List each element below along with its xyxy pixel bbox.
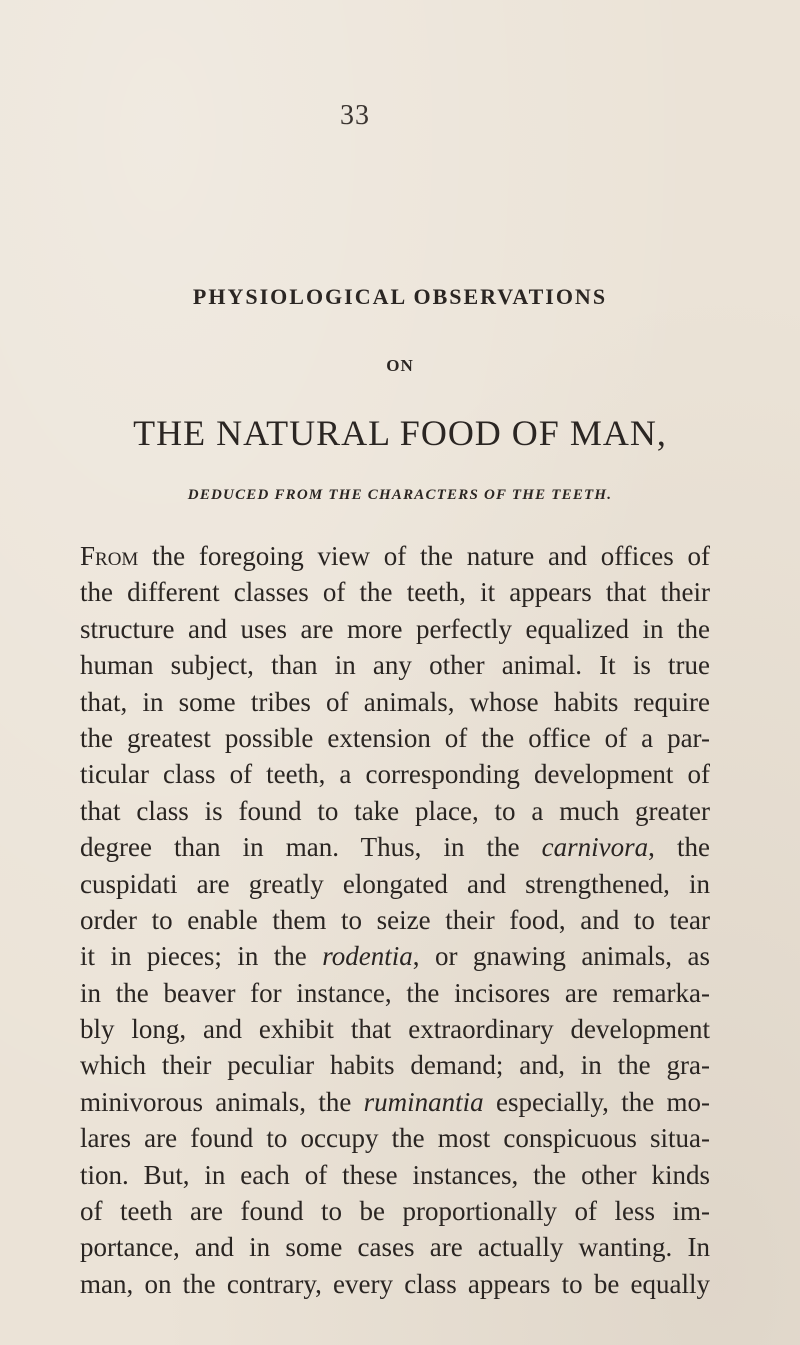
text-line: man, on the contrary, every class appears to be equally — [80, 1268, 710, 1299]
text-line: bly long, and exhibit that extraordinary development — [80, 1014, 710, 1045]
text-line: human subject, than in any other animal. It is true — [80, 650, 710, 681]
title-connector: ON — [386, 356, 414, 375]
text-line: structure and uses are more perfectly equalized in the — [80, 613, 710, 644]
text-line: that, in some tribes of animals, whose habits require — [80, 686, 710, 717]
text-line: portance, and in some cases are actually wanting. In — [80, 1232, 710, 1263]
text-line: the greatest possible extension of the office of a par- — [80, 722, 710, 753]
chapter-title: PHYSIOLOGICAL OBSERVATIONS — [192, 284, 608, 309]
body-paragraph — [80, 538, 710, 1302]
text-line: ticular class of teeth, a corresponding development of — [80, 759, 710, 790]
chapter-subheading: DEDUCED FROM THE CHARACTERS OF THE TEETH. — [187, 487, 613, 503]
text-line: which their peculiar habits demand; and, in the gra- — [80, 1050, 710, 1081]
text-line: tion. But, in each of these instances, the other kinds — [80, 1159, 710, 1190]
text-line: of teeth are found to be proportionally of less im- — [80, 1196, 710, 1227]
text-line: that class is found to take place, to a much greater — [80, 795, 710, 826]
text-line: it in pieces; in the rodentia, or gnawing animals, as — [80, 941, 710, 972]
text-line: degree than in man. Thus, in the carnivora, the — [80, 832, 710, 863]
text-line: minivorous animals, the ruminantia especially, the mo- — [80, 1086, 711, 1117]
text-line: From the foregoing view of the nature and offices of — [80, 541, 710, 571]
text-line: the different classes of the teeth, it appears that their — [80, 577, 710, 608]
text-line: order to enable them to seize their food, and to tear — [80, 904, 710, 935]
chapter-subtitle: THE NATURAL FOOD OF MAN, — [133, 413, 667, 453]
text-line: in the beaver for instance, the incisores are remarka- — [80, 977, 710, 1008]
text-line: cuspidati are greatly elongated and strengthened, in — [80, 868, 710, 899]
text-line: lares are found to occupy the most conspicuous situa- — [80, 1123, 710, 1154]
page-number: 33 — [340, 100, 370, 131]
